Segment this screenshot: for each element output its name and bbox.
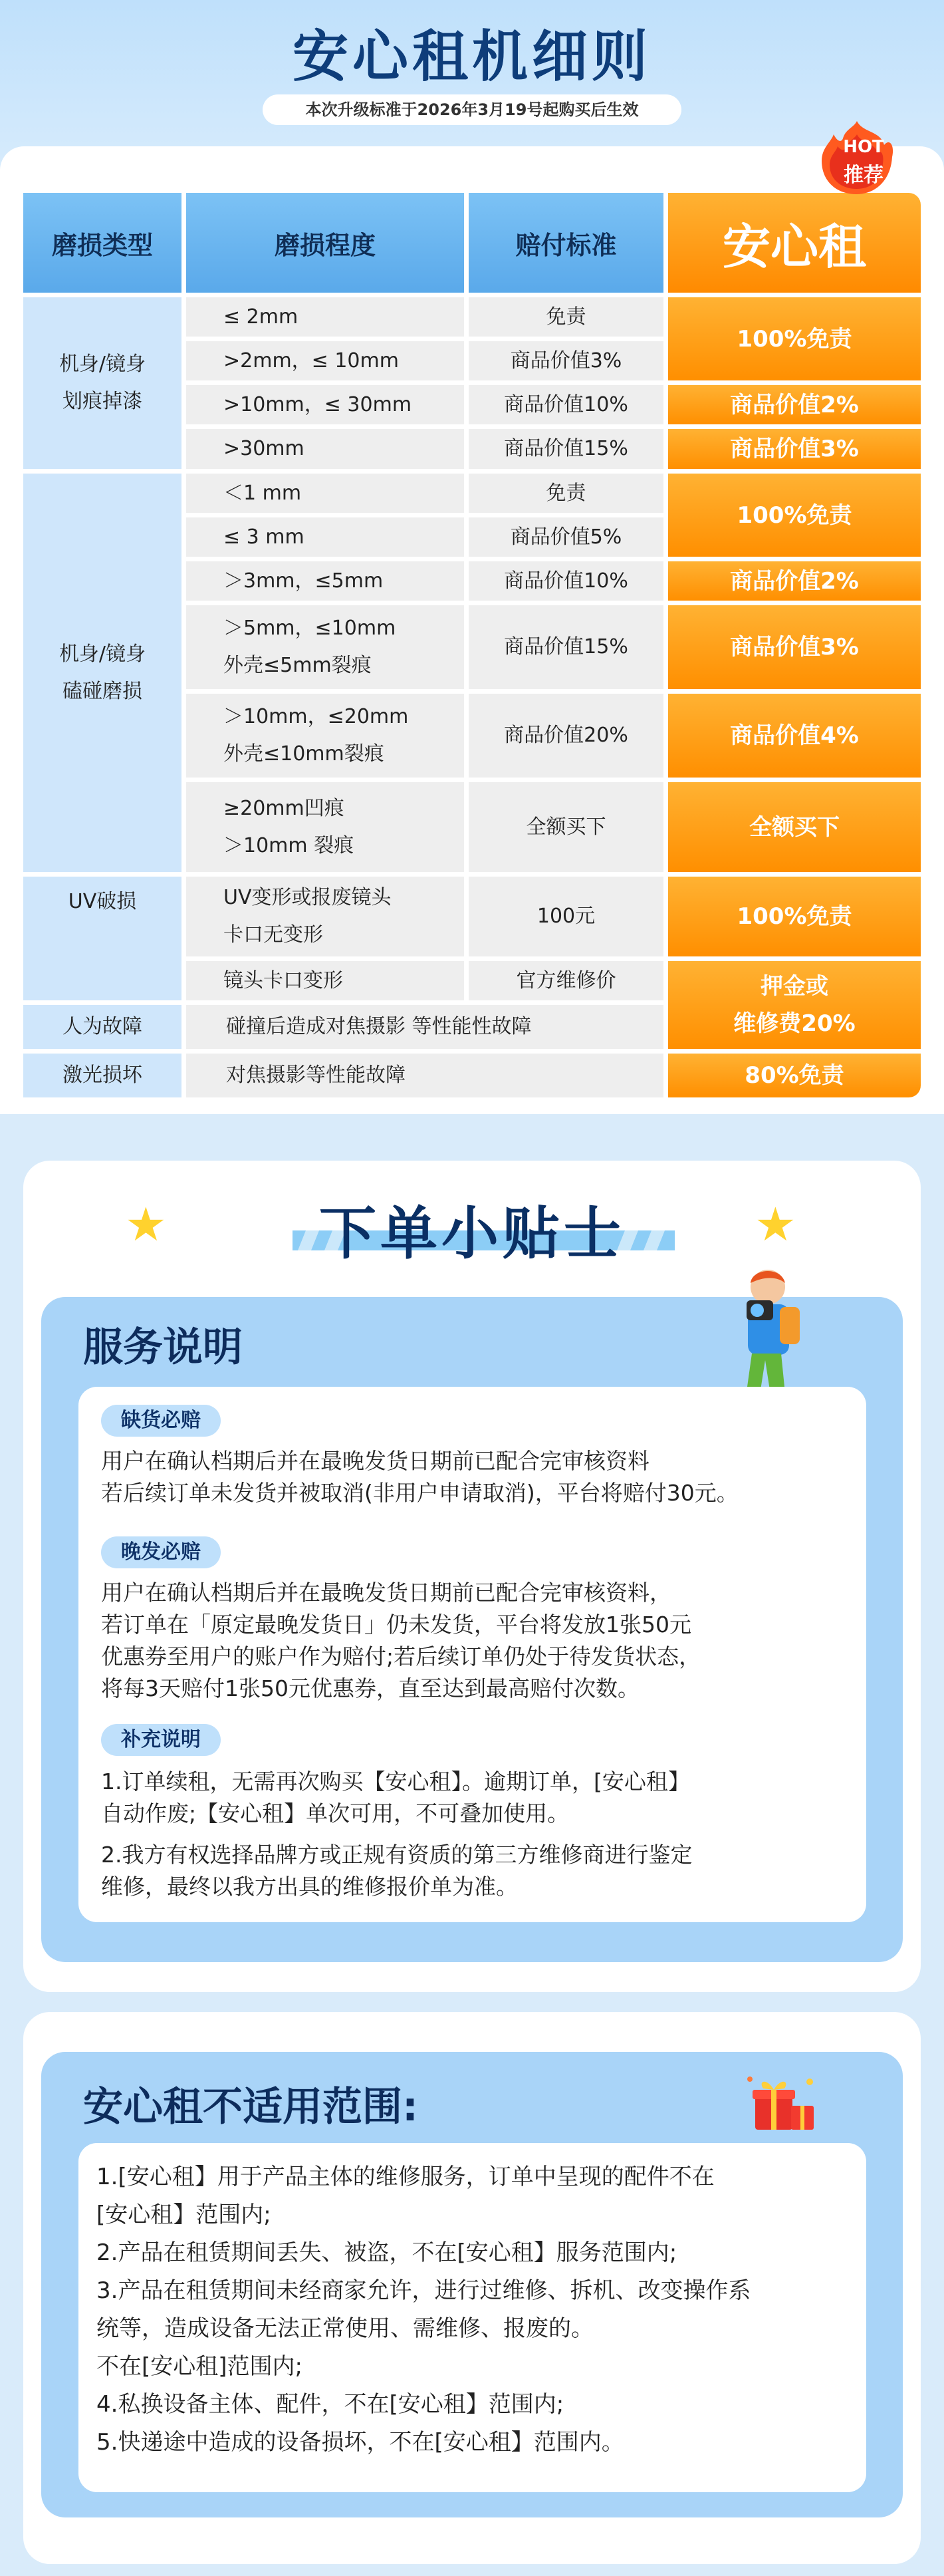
standard-cell: 免责 — [469, 297, 663, 337]
standard-cell: 商品价值20% — [469, 694, 663, 778]
degree-cell: >2mm，≤ 10mm — [186, 341, 464, 380]
category-uv: UV破损 — [23, 877, 181, 1000]
paragraph-supplement-2: 2.我方有权选择品牌方或正规有资质的第三方维修商进行鉴定 维修，最终以我方出具的维修报价单为准。 — [101, 1842, 693, 1900]
standard-cell: 商品价值5% — [469, 517, 663, 557]
exclusion-item: 2.产品在租赁期间丢失、被盗，不在[安心租】服务范围内; — [96, 2239, 677, 2266]
standard-cell: 商品价值15% — [469, 429, 663, 469]
degree-cell-wide: 碰撞后造成对焦摄影 等性能性故障 — [186, 1005, 663, 1049]
anxin-cell: 商品价值3% — [668, 605, 921, 689]
exclusion-item: [安心租】范围内; — [96, 2202, 271, 2228]
anxin-cell: 商品价值2% — [668, 561, 921, 601]
page-title: 安心租机细则 — [292, 24, 651, 89]
degree-cell: ≤ 3 mm — [186, 517, 464, 557]
degree-cell: ≤ 2mm — [186, 297, 464, 337]
gift-box-icon — [743, 2069, 820, 2135]
tag-supplement: 补充说明 — [101, 1724, 221, 1756]
anxin-cell: 80%免责 — [668, 1054, 921, 1097]
standard-cell: 100元 — [469, 877, 663, 956]
service-title: 服务说明 — [83, 1324, 243, 1371]
degree-cell: ＜1 mm — [186, 474, 464, 513]
anxin-cell: 100%免责 — [668, 474, 921, 557]
paragraph-late-shipping: 用户在确认档期后并在最晚发货日期前已配合完审核资料， 若订单在「原定最晚发货日」仍未发货，平台将发放1张50元 优惠券至用户的账户作为赔付;若后续订单仍处于待发货状态， 将每3天赔付1张50元优惠券，直至达到最高赔付次数。 — [101, 1580, 701, 1701]
category-human: 人为故障 — [23, 1005, 181, 1049]
header-anxin-zu: 安心租 — [668, 193, 921, 293]
star-icon: ★ — [755, 1197, 796, 1252]
standard-cell: 商品价值15% — [469, 605, 663, 689]
exclusion-item: 5.快递途中造成的设备损坏，不在[安心租】范围内。 — [96, 2429, 624, 2456]
header-wear-degree: 磨损程度 — [186, 193, 464, 293]
exclusion-item: 3.产品在租赁期间未经商家允许，进行过维修、拆机、改变操作系 — [96, 2277, 751, 2304]
degree-cell: ＞3mm，≤5mm — [186, 561, 464, 601]
anxin-cell: 100%免责 — [668, 877, 921, 956]
hot-badge-label: HOT — [843, 137, 884, 157]
header-wear-type: 磨损类型 — [23, 193, 181, 293]
anxin-cell: 商品价值2% — [668, 385, 921, 424]
tag-late-shipping: 晚发必赔 — [101, 1536, 221, 1568]
header-compensation: 赔付标准 — [469, 193, 663, 293]
anxin-cell: 商品价值3% — [668, 429, 921, 469]
anxin-cell: 全额买下 — [668, 782, 921, 872]
exclusion-item: 1.[安心租】用于产品主体的维修服务，订单中呈现的配件不在 — [96, 2164, 715, 2190]
degree-cell: ＞5mm，≤10mm 外壳≤5mm裂痕 — [186, 605, 464, 689]
standard-cell: 全额买下 — [469, 782, 663, 872]
degree-cell: UV变形或报废镜头 卡口无变形 — [186, 877, 464, 956]
standard-cell: 官方维修价 — [469, 961, 663, 1000]
anxin-cell: 商品价值4% — [668, 694, 921, 778]
degree-cell: >30mm — [186, 429, 464, 469]
star-icon: ★ — [125, 1197, 167, 1252]
exclusion-item: 4.私换设备主体、配件，不在[安心租】范围内; — [96, 2391, 564, 2418]
effective-date-note: 本次升级标准于2026年3月19号起购买后生效 — [263, 94, 681, 125]
tips-title: 下单小贴士 — [319, 1201, 625, 1267]
exclusion-item: 不在[安心租]范围内; — [96, 2353, 302, 2380]
paragraph-supplement-1: 1.订单续租，无需再次购买【安心租】。逾期订单，[安心租】 自动作废;【安心租】单次可用，不可叠加使用。 — [101, 1769, 690, 1826]
paragraph-out-of-stock: 用户在确认档期后并在最晚发货日期前已配合完审核资料 若后续订单未发货并被取消(非用户申请取消)，平台将赔付30元。 — [101, 1448, 739, 1506]
exclusion-list — [96, 2158, 848, 2462]
category-bump: 机身/镜身 磕碰磨损 — [23, 474, 181, 872]
standard-cell: 商品价值3% — [469, 341, 663, 380]
standard-cell: 商品价值10% — [469, 561, 663, 601]
degree-cell: >10mm，≤ 30mm — [186, 385, 464, 424]
category-scratch: 机身/镜身 划痕掉漆 — [23, 297, 181, 469]
degree-cell: ＞10mm，≤20mm 外壳≤10mm裂痕 — [186, 694, 464, 778]
degree-cell: ≥20mm凹痕 ＞10mm 裂痕 — [186, 782, 464, 872]
recommend-badge-label: 推荐 — [844, 164, 884, 187]
degree-cell: 镜头卡口变形 — [186, 961, 464, 1000]
anxin-cell: 100%免责 — [668, 297, 921, 380]
degree-cell-wide: 对焦摄影等性能故障 — [186, 1054, 663, 1097]
standard-cell: 商品价值10% — [469, 385, 663, 424]
anxin-cell: 押金或 维修费20% — [668, 961, 921, 1049]
tag-out-of-stock: 缺货必赔 — [101, 1405, 221, 1437]
exclusion-item: 统等，造成设备无法正常使用、需维修、报废的。 — [96, 2315, 594, 2342]
standard-cell: 免责 — [469, 474, 663, 513]
exclusion-title: 安心租不适用范围: — [83, 2084, 418, 2130]
category-laser: 激光损坏 — [23, 1054, 181, 1097]
